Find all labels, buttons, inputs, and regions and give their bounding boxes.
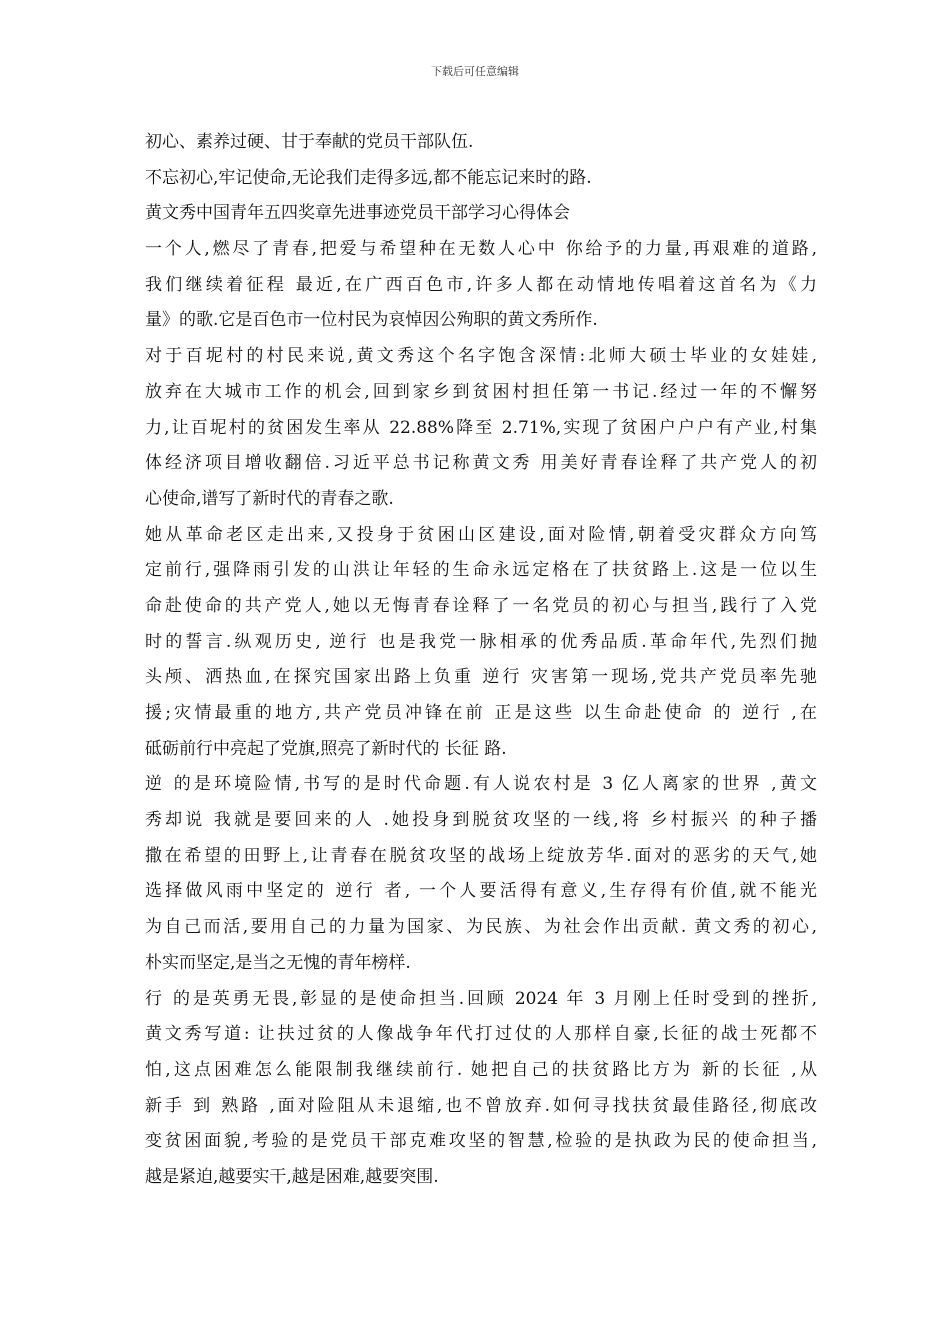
text-line: 力,让百坭村的贫困发生率从 22.88%降至 2.71%,实现了贫困户户户有产业,村集	[145, 417, 817, 438]
text-line: 为自己而活,要用自己的力量为国家、为民族、为社会作出贡献. 黄文秀的初心,	[145, 917, 817, 938]
text-line: 放弃在大城市工作的机会,回到家乡到贫困村担任第一书记.经过一年的不懈努	[145, 381, 817, 402]
text-line: 逆 的是环境险情,书写的是时代命题.有人说农村是 3 亿人离家的世界 ,黄文	[145, 774, 817, 795]
text-line: 选择做风雨中坚定的 逆行 者, 一个人要活得有意义,生存得有价值,就不能光	[145, 881, 817, 902]
text-line: 秀却说 我就是要回来的人 .她投身到脱贫攻坚的一线,将 乡村振兴 的种子播	[145, 810, 817, 831]
text-line: 援;灾情最重的地方,共产党员冲锋在前 正是这些 以生命赴使命 的 逆行 ,在	[145, 703, 817, 723]
text-line: 时的誓言.纵观历史, 逆行 也是我党一脉相承的优秀品质.革命年代,先烈们抛	[145, 631, 817, 652]
text-line: 一个人,燃尽了青春,把爱与希望种在无数人心中 你给予的力量,再艰难的道路,	[145, 239, 817, 260]
text-line: 朴实而坚定,是当之无愧的青年榜样.	[145, 952, 411, 973]
text-line: 量》的歌.它是百色市一位村民为哀悼因公殉职的黄文秀所作.	[145, 310, 598, 331]
text-line: 初心、素养过硬、甘于奉献的党员干部队伍.	[145, 132, 474, 152]
text-line: 撒在希望的田野上,让青春在脱贫攻坚的战场上绽放芳华.面对的恶劣的天气,她	[145, 845, 817, 866]
page-header: 下载后可任意编辑	[431, 65, 519, 78]
text-line: 变贫困面貌,考验的是党员干部克难攻坚的智慧,检验的是执政为民的使命担当,	[145, 1131, 817, 1152]
text-line: 我们继续着征程 最近,在广西百色市,许多人都在动情地传唱着这首名为《力	[145, 274, 817, 295]
text-line: 她从革命老区走出来,又投身于贫困山区建设,面对险情,朝着受灾群众方向笃	[145, 524, 817, 545]
text-line: 命赴使命的共产党人,她以无悔青春诠释了一名党员的初心与担当,践行了入党	[145, 595, 817, 616]
text-line: 怕,这点困难怎么能限制我继续前行. 她把自己的扶贫路比方为 新的长征 ,从	[145, 1059, 817, 1080]
text-line: 不忘初心,牢记使命,无论我们走得多远,都不能忘记来时的路.	[145, 167, 592, 188]
text-line: 黄文秀写道: 让扶过贫的人像战争年代打过仗的人那样自豪,长征的战士死都不	[145, 1024, 817, 1045]
text-line: 对于百坭村的村民来说,黄文秀这个名字饱含深情:北师大硕士毕业的女娃娃,	[145, 346, 817, 367]
text-line: 心使命,谱写了新时代的青春之歌.	[145, 488, 394, 509]
text-line: 越是紧迫,越要实干,越是困难,越要突围.	[145, 1166, 439, 1187]
text-line: 黄文秀中国青年五四奖章先进事迹党员干部学习心得体会	[145, 203, 570, 224]
text-line: 行 的是英勇无畏,彰显的是使命担当.回顾 2024 年 3 月刚上任时受到的挫折,	[145, 988, 817, 1009]
text-line: 头颅、洒热血,在探究国家出路上负重 逆行 灾害第一现场,党共产党员率先驰	[145, 667, 817, 688]
text-line: 定前行,强降雨引发的山洪让年轻的生命永远定格在了扶贫路上.这是一位以生	[145, 560, 817, 581]
text-line: 新手 到 熟路 ,面对险阻从未退缩,也不曾放弃.如何寻找扶贫最佳路径,彻底改	[145, 1095, 817, 1116]
text-line: 体经济项目增收翻倍.习近平总书记称黄文秀 用美好青春诠释了共产党人的初	[145, 453, 817, 474]
text-line: 砥砺前行中亮起了党旗,照亮了新时代的 长征 路.	[145, 738, 507, 759]
document-body	[145, 125, 817, 1196]
